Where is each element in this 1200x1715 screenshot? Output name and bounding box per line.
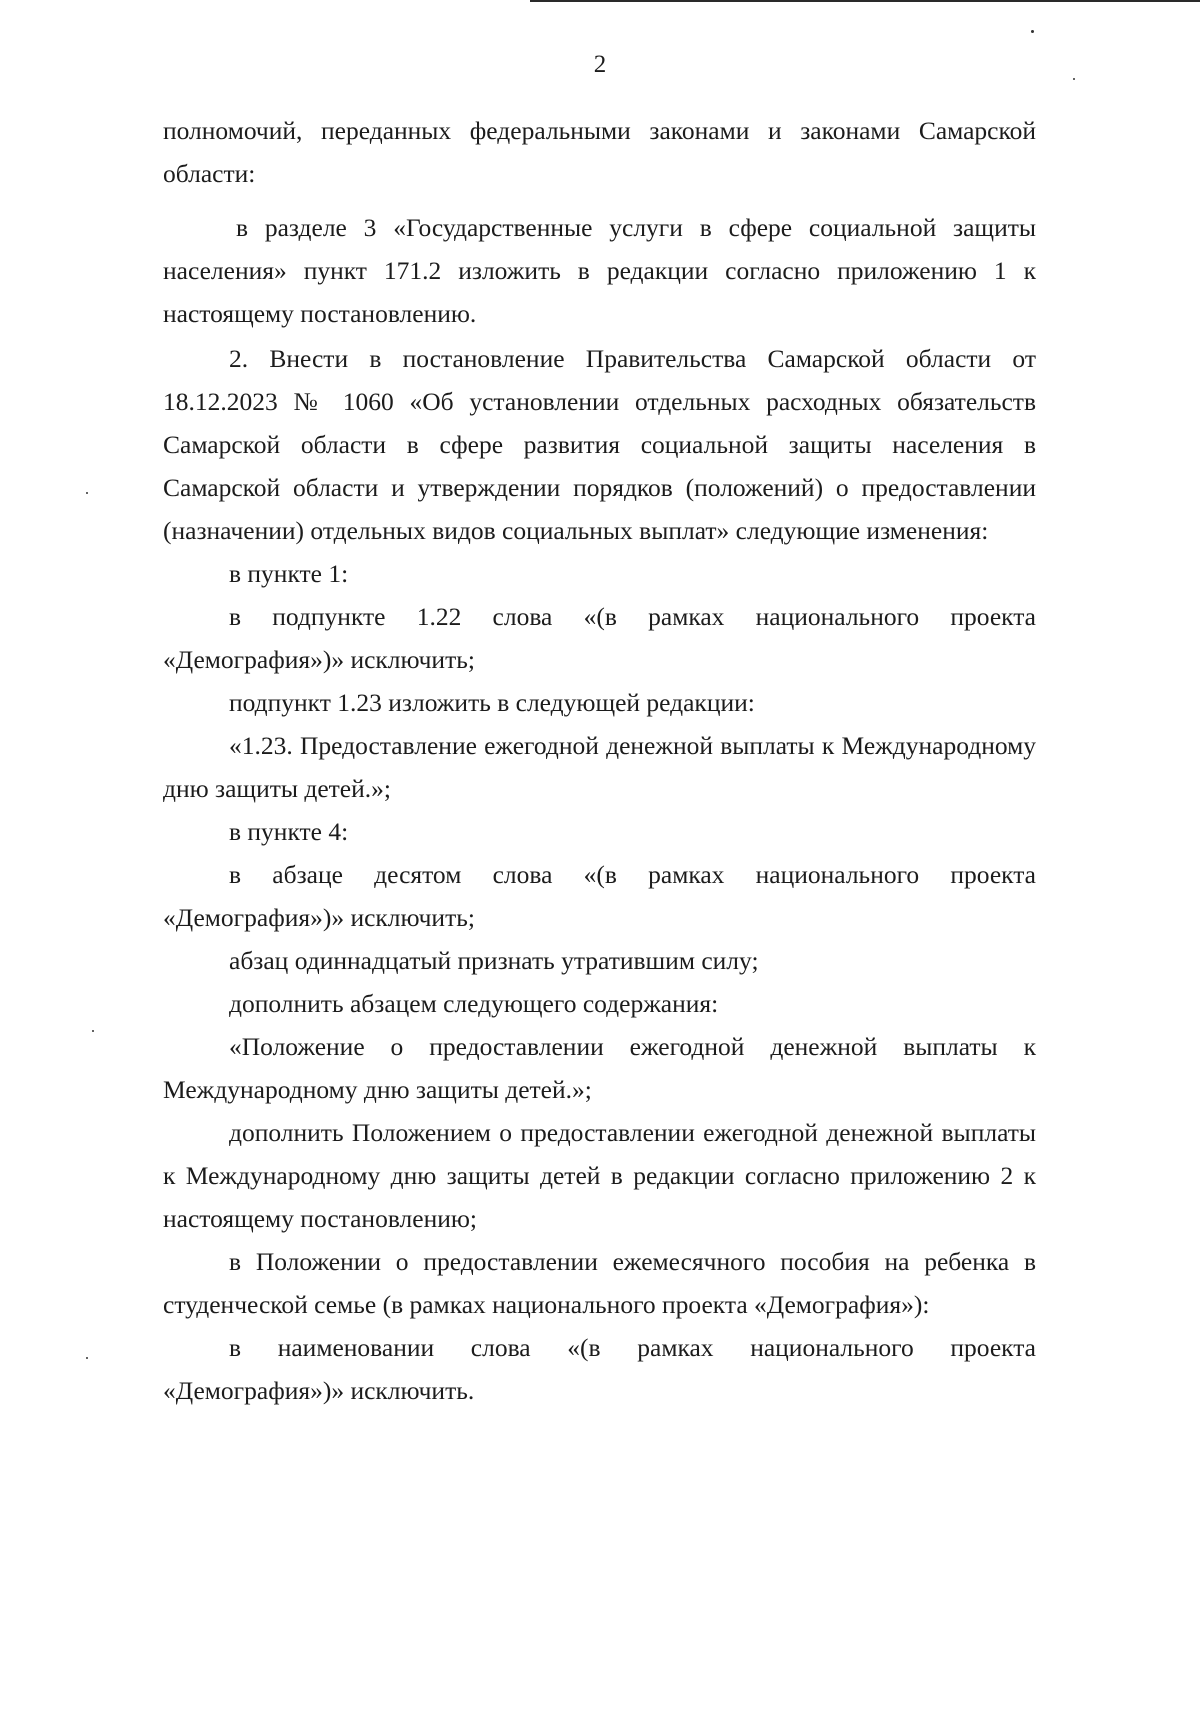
document-body bbox=[163, 109, 1036, 1412]
paragraph-naimenovanie: в наименовании слова «(в рамках национального проекта «Демография»)» исключить. bbox=[163, 1333, 1036, 1405]
scan-speck bbox=[86, 1357, 88, 1359]
paragraph-clause-4: в пункте 4: bbox=[229, 817, 349, 846]
paragraph-quote-1-23: «1.23. Предоставление ежегодной денежной выплаты к Международному дню защиты детей.»; bbox=[163, 731, 1036, 803]
paragraph-abzats-11: абзац одиннадцатый признать утратившим силу; bbox=[229, 946, 759, 975]
paragraph-abzats-10: в абзаце десятом слова «(в рамках национального проекта «Демография»)» исключить; bbox=[163, 860, 1036, 932]
scan-speck bbox=[92, 1030, 94, 1032]
scan-speck bbox=[86, 492, 88, 494]
scan-speck bbox=[1031, 30, 1034, 33]
paragraph-subclause-1-22: в подпункте 1.22 слова «(в рамках национального проекта «Демография»)» исключить; bbox=[163, 602, 1036, 674]
paragraph-subclause-1-23: подпункт 1.23 изложить в следующей редакции: bbox=[229, 688, 755, 717]
paragraph-clause-1: в пункте 1: bbox=[229, 559, 349, 588]
paragraph-student-family: в Положении о предоставлении ежемесячного пособия на ребенка в студенческой семье (в рамках национального проекта «Демография»): bbox=[163, 1247, 1036, 1319]
paragraph-section-3: в разделе 3 «Государственные услуги в сфере социальной защиты населения» пункт 171.2 изложить в редакции согласно приложению 1 к настоящему постановлению. bbox=[163, 213, 1036, 328]
paragraph-quote-polozhenie: «Положение о предоставлении ежегодной денежной выплаты к Международному дню защиты детей.»; bbox=[163, 1032, 1036, 1104]
paragraph-add-abzats: дополнить абзацем следующего содержания: bbox=[229, 989, 719, 1018]
scan-speck bbox=[1073, 78, 1075, 80]
page-number: 2 bbox=[593, 51, 607, 78]
paragraph-item-2: 2. Внести в постановление Правительства Самарской области от 18.12.2023 № 1060 «Об установлении отдельных расходных обязательств Самарской области в сфере развития социальной защиты населения в Самарской области и утверждении порядков (положений) о предоставлении (назначении) отдельных видов социальных выплат» следующие изменения: bbox=[163, 344, 1036, 545]
paragraph-continuation: полномочий, переданных федеральными законами и законами Самарской области: bbox=[163, 116, 1036, 188]
paragraph-add-polozhenie: дополнить Положением о предоставлении ежегодной денежной выплаты к Международному дню защиты детей в редакции согласно приложению 2 к настоящему постановлению; bbox=[163, 1118, 1036, 1233]
top-edge-rule bbox=[530, 0, 1200, 2]
